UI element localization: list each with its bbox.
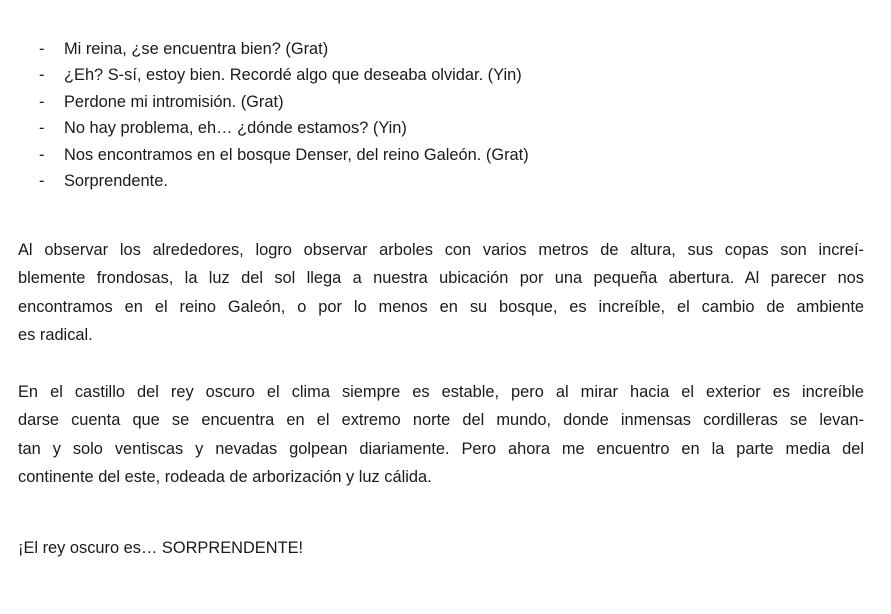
list-dash: -	[39, 66, 45, 85]
dialogue-text: Sorprendente.	[64, 171, 168, 190]
narration-paragraph-1	[18, 236, 864, 349]
paragraph-line: Al observar los alrededores, logro observar arboles con varios metros de altura, sus copas son increí-	[18, 241, 864, 259]
dialogue-text: Mi reina, ¿se encuentra bien? (Grat)	[64, 40, 329, 58]
narration-paragraph-2	[18, 378, 864, 491]
paragraph-line: encontramos en el reino Galeón, o por lo menos en su bosque, es increíble, el cambio de ambiente	[18, 297, 864, 316]
paragraph-line: En el castillo del rey oscuro el clima siempre es estable, pero al mirar hacia el exterior es increíble	[18, 383, 864, 401]
dialogue-line	[0, 62, 529, 88]
list-dash: -	[39, 40, 45, 58]
dialogue-text: Nos encontramos en el bosque Denser, del reino Galeón. (Grat)	[64, 145, 529, 164]
dialogue-line	[0, 36, 529, 62]
list-dash: -	[39, 171, 45, 190]
dialogue-list	[0, 36, 529, 194]
paragraph-line: continente del este, rodeada de arborización y luz cálida.	[18, 467, 432, 486]
paragraph-line: es radical.	[18, 325, 93, 344]
paragraph-line: blemente frondosas, la luz del sol llega a nuestra ubicación por una pequeña abertura. Al parecer nos	[18, 269, 864, 288]
dialogue-text: Perdone mi intromisión. (Grat)	[64, 92, 284, 111]
dialogue-line	[0, 142, 529, 168]
dialogue-line	[0, 168, 529, 194]
dialogue-text: ¿Eh? S-sí, estoy bien. Recordé algo que deseaba olvidar. (Yin)	[64, 66, 522, 85]
paragraph-line: tan y solo ventiscas y nevadas golpean diariamente. Pero ahora me encuentro en la parte media del	[18, 439, 864, 458]
closing-line: ¡El rey oscuro es… SORPRENDENTE!	[18, 539, 304, 557]
list-dash: -	[39, 119, 45, 138]
list-dash: -	[39, 92, 45, 111]
dialogue-line	[0, 115, 529, 141]
list-dash: -	[39, 145, 45, 164]
dialogue-text: No hay problema, eh… ¿dónde estamos? (Yin)	[64, 119, 407, 138]
paragraph-line: darse cuenta que se encuentra en el extremo norte del mundo, donde inmensas cordilleras se levan-	[18, 411, 864, 430]
dialogue-line	[0, 89, 529, 115]
